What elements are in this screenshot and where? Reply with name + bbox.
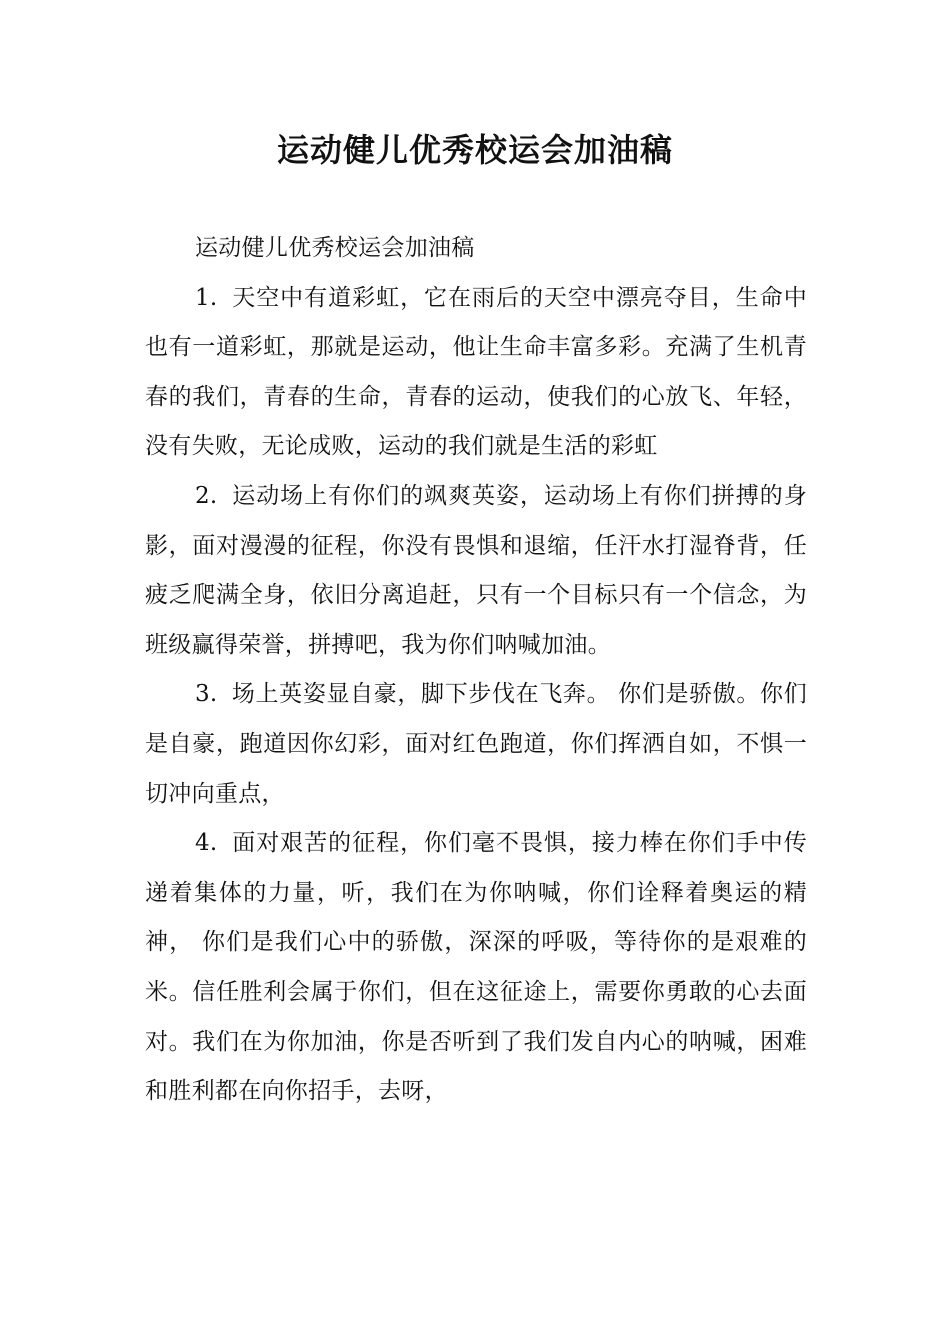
paragraph-2 — [145, 472, 807, 670]
document-body — [145, 224, 807, 1117]
paragraph-1 — [145, 274, 807, 472]
paragraph-text: 面对艰苦的征程，你们毫不畏惧，接力棒在你们手中传递着集体的力量，听，我们在为你呐喊，你们诠释着奥运的精神， 你们是我们心中的骄傲，深深的呼吸，等待你的是艰难的米。信任胜利会属于你们，但在这征途上，需要你勇敢的心去面对。我们在为你加油，你是否听到了我们发自内心的呐喊，困难和胜利都在向你招手，去呀， — [145, 830, 807, 1105]
paragraph-text: 场上英姿显自豪，脚下步伐在飞奔。 你们是骄傲。你们是自豪，跑道因你幻彩，面对红色跑道，你们挥洒自如，不惧一切冲向重点， — [145, 681, 807, 807]
paragraph-text: 天空中有道彩虹，它在雨后的天空中漂亮夺目，生命中也有一道彩虹，那就是运动，他让生命丰富多彩。充满了生机青春的我们，青春的生命，青春的运动，使我们的心放飞、年轻，没有失败，无论成败，运动的我们就是生活的彩虹 — [145, 284, 807, 460]
paragraph-text: 运动场上有你们的飒爽英姿，运动场上有你们拼搏的身影，面对漫漫的征程，你没有畏惧和退缩，任汗水打湿脊背，任疲乏爬满全身，依旧分离追赶，只有一个目标只有一个信念，为班级赢得荣誉，拼搏吧，我为你们呐喊加油。 — [145, 482, 807, 658]
paragraph-number: 4. — [195, 830, 218, 857]
paragraph-4 — [145, 819, 807, 1117]
paragraph-3 — [145, 670, 807, 819]
paragraph-number: 2. — [195, 482, 218, 509]
paragraph-number: 3. — [195, 681, 218, 708]
paragraph-number: 1. — [195, 284, 218, 311]
subtitle-paragraph: 运动健儿优秀校运会加油稿 — [195, 235, 475, 261]
page-title: 运动健儿优秀校运会加油稿 — [276, 131, 673, 169]
